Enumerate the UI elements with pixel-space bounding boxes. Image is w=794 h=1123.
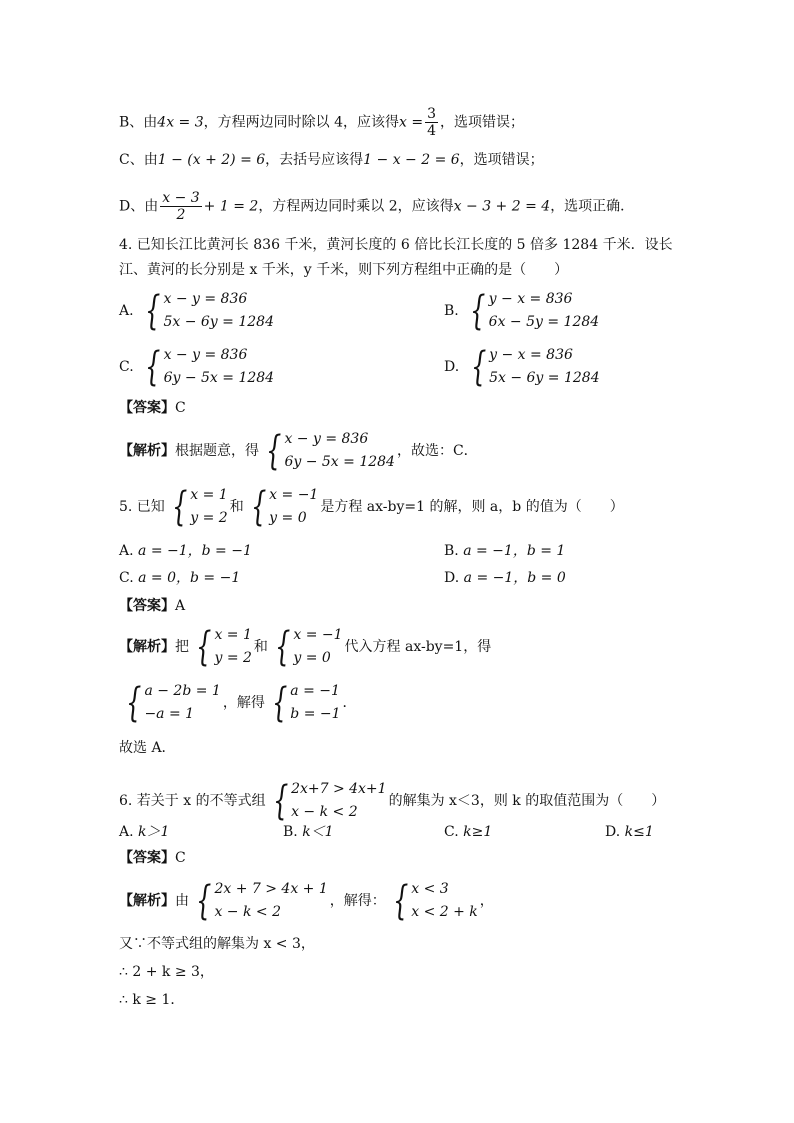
q4-text-line2: 江、黄河的长分别是 x 千米，y 千米，则下列方程组中正确的是（ ） xyxy=(119,262,569,278)
q5-option-a: A. a = −1，b = −1 xyxy=(119,543,252,559)
q6-answer: 【答案】C xyxy=(119,850,186,866)
q6-step-1: 又∵不等式组的解集为 x < 3， xyxy=(119,936,315,952)
fraction: $\frac{3}{4}$ xyxy=(427,106,436,139)
q5-option-d: D. a = −1，b = 0 xyxy=(444,570,566,586)
fraction: $\frac{x - 3}{2}$ xyxy=(162,190,200,223)
q4-analysis: 【解析】根据题意，得 { x − y = 836 6y − 5x = 1284 ，故选：C． xyxy=(119,428,478,474)
equation-system: { x = −1 y = 0 xyxy=(274,624,343,670)
q6-step-2: ∴ 2 + k ≥ 3， xyxy=(119,964,214,980)
q6-option-c: C. k≥1 xyxy=(444,824,493,840)
q6-step-3: ∴ k ≥ 1． xyxy=(119,992,185,1008)
equation-system: { y − x = 836 5x − 6y = 1284 xyxy=(470,344,600,390)
inequality-system: { 2x+7 > 4x+1 x − k < 2 xyxy=(272,778,387,824)
equation-system: { a = −1 b = −1 xyxy=(271,680,341,726)
equation-system: { x = 1 y = 2 xyxy=(171,484,228,530)
explanation-d: D、由 $\frac{x - 3}{2}$ + 1 = 2，方程两边同时乘以 2，应该得x − 3 + 2 = 4，选项正确． xyxy=(119,190,635,223)
q4-answer: 【答案】C xyxy=(119,400,186,416)
q4-option-c: C. { x − y = 836 6y − 5x = 1284 xyxy=(119,344,275,390)
q4-option-d: D. { y − x = 836 5x − 6y = 1284 xyxy=(444,344,600,390)
equation-system: { x = −1 y = 0 xyxy=(250,484,319,530)
q5-analysis: 【解析】把 { x = 1 y = 2 和 { x = −1 y = 0 代入方程 ax-by=1，得 xyxy=(119,624,492,670)
q6-option-d: D. k≤1 xyxy=(605,824,654,840)
q5-option-b: B. a = −1，b = 1 xyxy=(444,543,566,559)
inequality-system: { 2x + 7 > 4x + 1 x − k < 2 xyxy=(196,878,328,924)
q5-option-c: C. a = 0，b = −1 xyxy=(119,570,241,586)
q4-text-line1: 4. 已知长江比黄河长 836 千米，黄河长度的 6 倍比长江长度的 5 倍多 1284 千米．设长 xyxy=(119,237,673,253)
explanation-b: B、由4x = 3，方程两边同时除以 4，应该得x = $\frac{3}{4}$ ，选项错误； xyxy=(119,106,524,139)
equation-system: { x − y = 836 5x − 6y = 1284 xyxy=(145,288,274,334)
q5-analysis-solve: { a − 2b = 1 −a = 1 ，解得 { a = −1 b = −1 ． xyxy=(119,680,357,726)
equation-system: { a − 2b = 1 −a = 1 xyxy=(126,680,221,726)
equation-system: { x = 1 y = 2 xyxy=(196,624,252,670)
q6-text: 6. 若关于 x 的不等式组 { 2x+7 > 4x+1 x − k < 2 的解集为 x＜3，则 k 的取值范围为（ ） xyxy=(119,778,666,824)
q5-text: 5. 已知 { x = 1 y = 2 和 { x = −1 y = 0 是方程 ax-by=1 的解，则 a，b 的值为（ ） xyxy=(119,484,624,530)
equation-system: { y − x = 836 6x − 5y = 1284 xyxy=(470,288,600,334)
equation-system: { x − y = 836 6y − 5x = 1284 xyxy=(266,428,395,474)
q6-analysis: 【解析】由 { 2x + 7 > 4x + 1 x − k < 2 ，解得： { x < 3 x < 2 + k ， xyxy=(119,878,494,924)
q6-option-a: A. k＞1 xyxy=(119,824,170,840)
q4-option-a: A. { x − y = 836 5x − 6y = 1284 xyxy=(119,288,274,334)
q5-answer: 【答案】A xyxy=(119,598,186,614)
q6-option-b: B. k＜1 xyxy=(283,824,334,840)
equation-system: { x − y = 836 6y − 5x = 1284 xyxy=(145,344,275,390)
q4-option-b: B. { y − x = 836 6x − 5y = 1284 xyxy=(444,288,600,334)
q5-conclusion: 故选 A． xyxy=(119,740,176,756)
inequality-system: { x < 3 x < 2 + k xyxy=(392,878,478,924)
explanation-c: C、由1 − (x + 2) = 6，去括号应该得1 − x − 2 = 6，选项错误； xyxy=(119,152,544,168)
